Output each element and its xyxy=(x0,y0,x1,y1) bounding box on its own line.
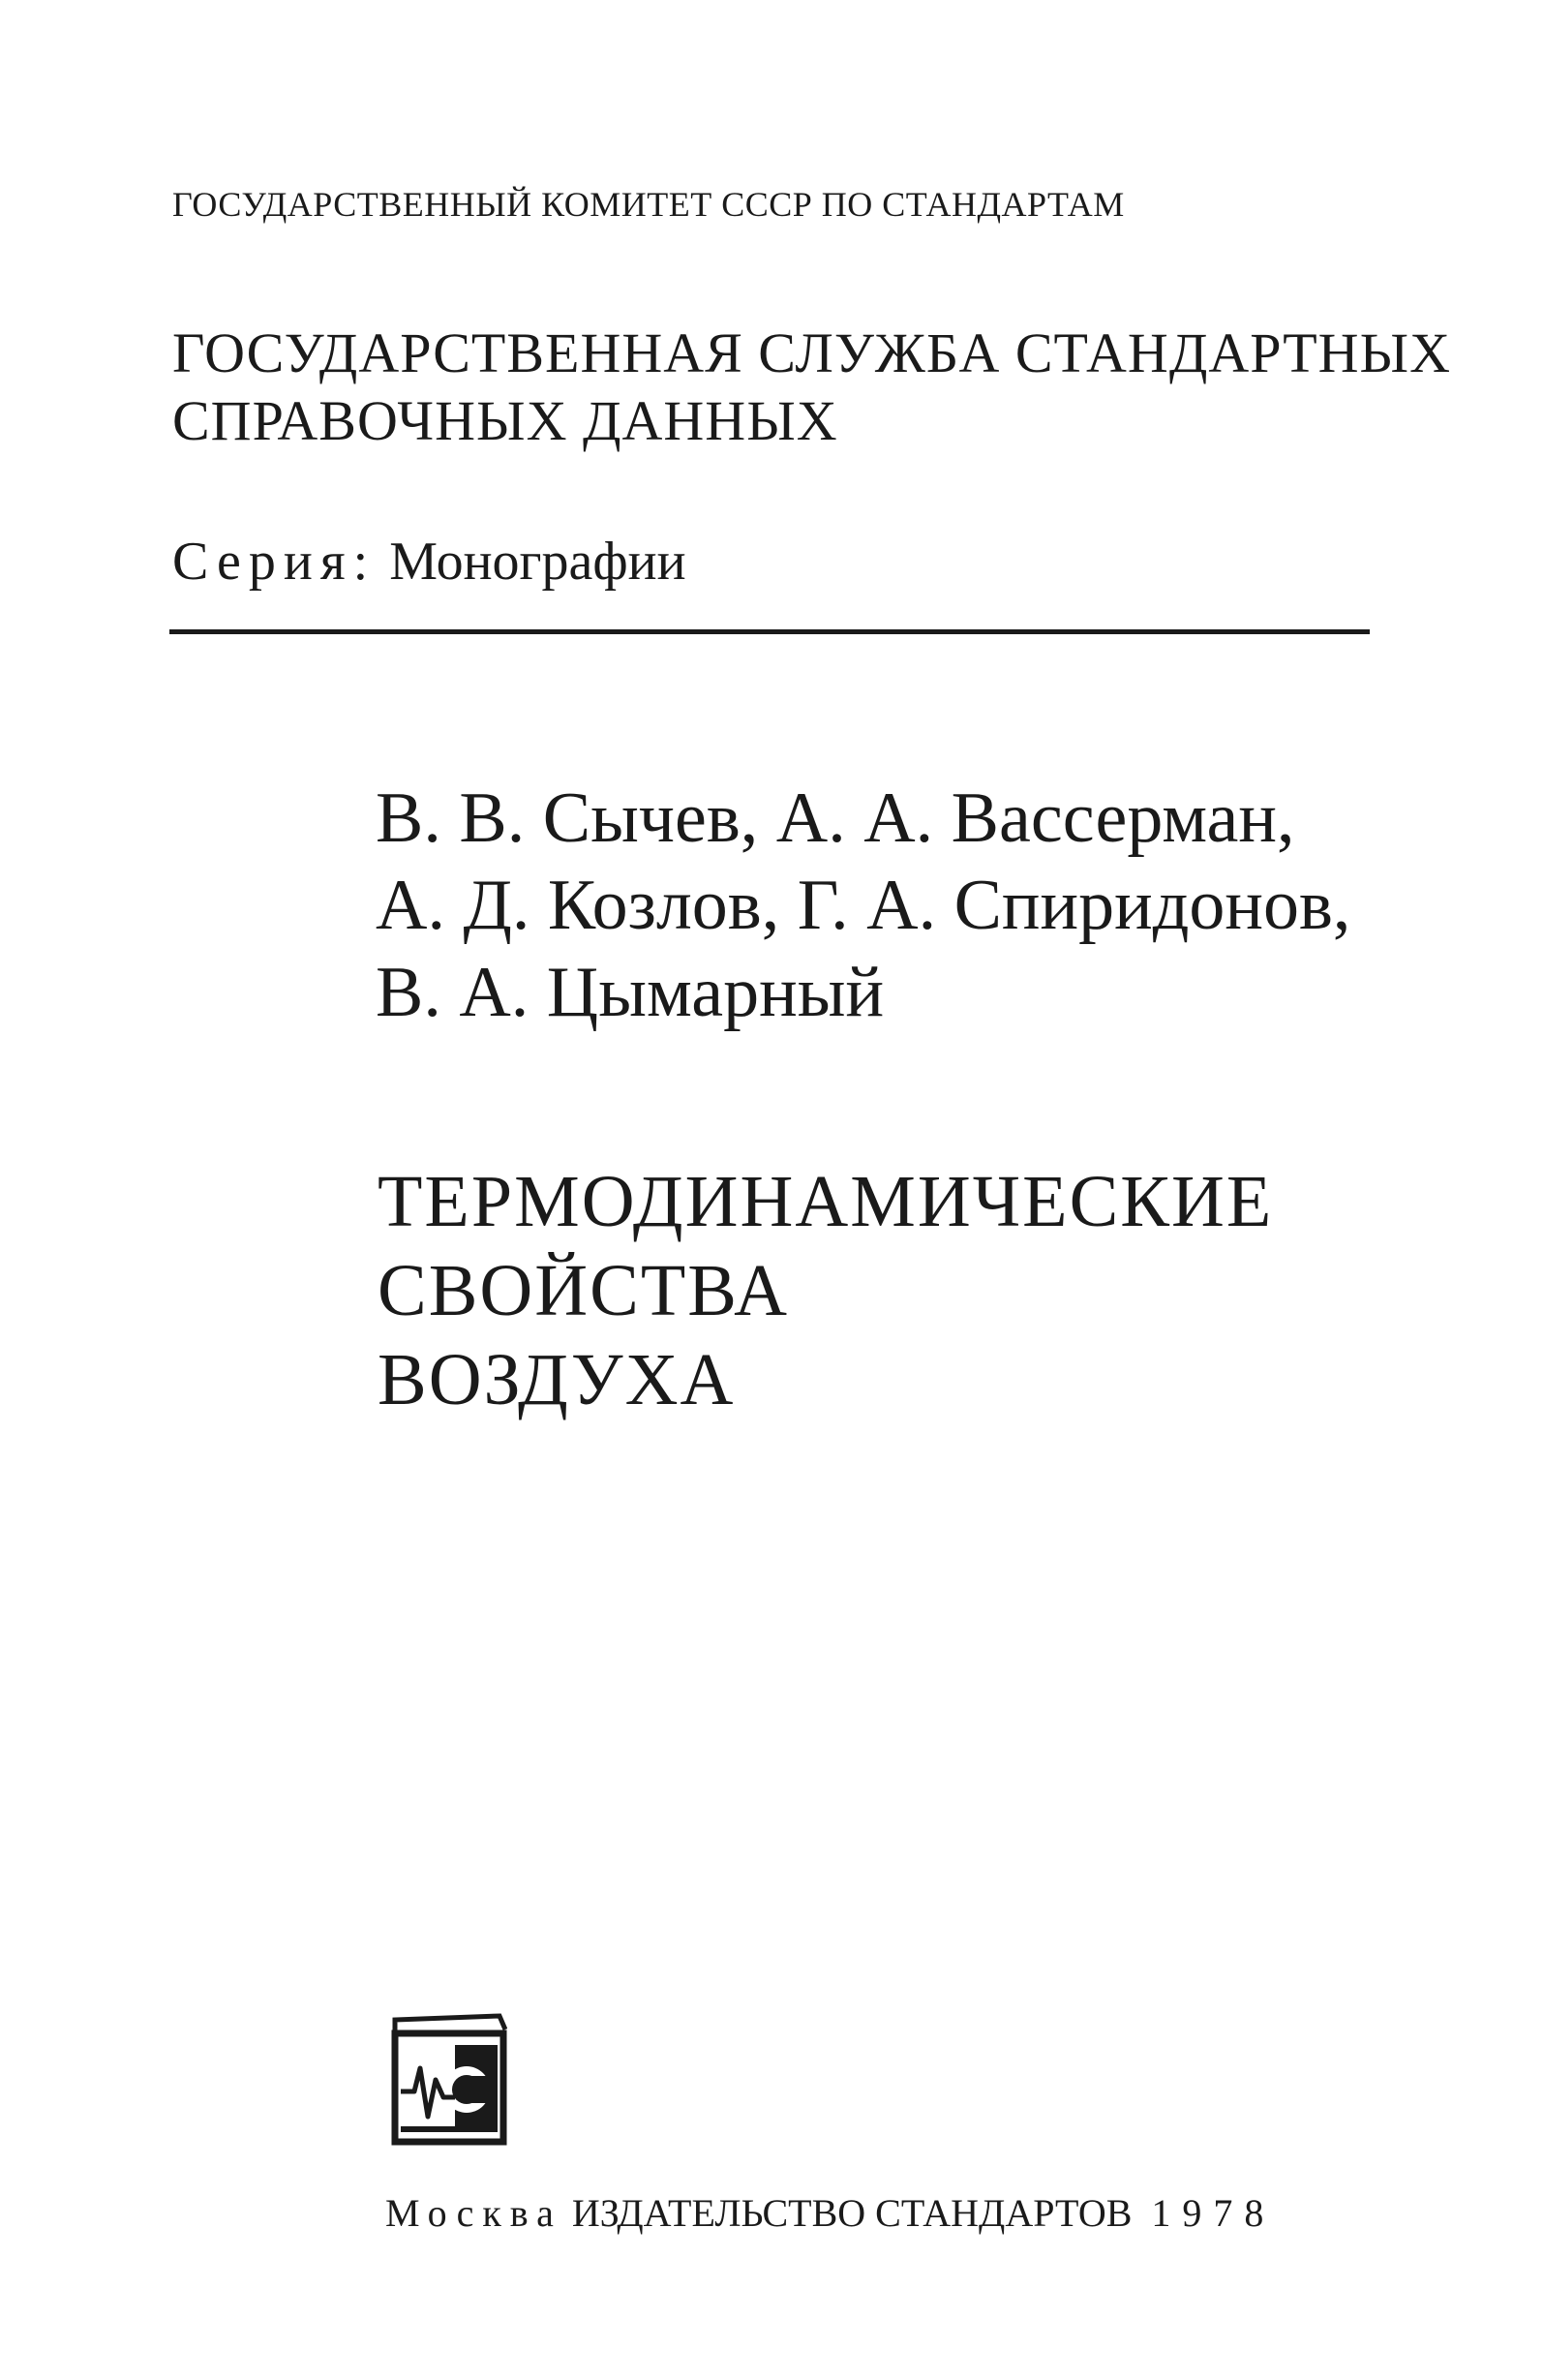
series xyxy=(172,531,686,593)
book-title xyxy=(378,1157,1273,1424)
book-title-line-1: ТЕРМОДИНАМИЧЕСКИЕ xyxy=(378,1161,1274,1242)
series-value: Монографии xyxy=(389,532,686,592)
authors-line-1: В. В. Сычев, А. А. Вассерман, xyxy=(376,778,1295,858)
series-label: Серия: xyxy=(172,532,377,592)
service-name xyxy=(172,320,1451,455)
imprint-year: 1978 xyxy=(1151,2191,1276,2235)
imprint xyxy=(385,2190,1275,2236)
book-title-line-3: ВОЗДУХА xyxy=(378,1339,736,1420)
book-title-line-2: СВОЙСТВА xyxy=(378,1250,790,1331)
imprint-publisher: ИЗДАТЕЛЬСТВО СТАНДАРТОВ xyxy=(571,2191,1133,2235)
committee-name: ГОСУДАРСТВЕННЫЙ КОМИТЕТ СССР ПО СТАНДАРТАМ xyxy=(172,185,1125,224)
authors-line-2: А. Д. Козлов, Г. А. Спиридонов, xyxy=(376,866,1351,945)
authors-block xyxy=(376,775,1350,1036)
service-name-line-2: СПРАВОЧНЫХ ДАННЫХ xyxy=(172,389,838,452)
publisher-logo-icon xyxy=(387,2012,507,2148)
imprint-city: Москва xyxy=(385,2191,562,2235)
service-name-line-1: ГОСУДАРСТВЕННАЯ СЛУЖБА СТАНДАРТНЫХ xyxy=(172,321,1452,384)
authors-line-3: В. А. Цымарный xyxy=(376,953,885,1032)
divider-rule xyxy=(169,629,1370,634)
